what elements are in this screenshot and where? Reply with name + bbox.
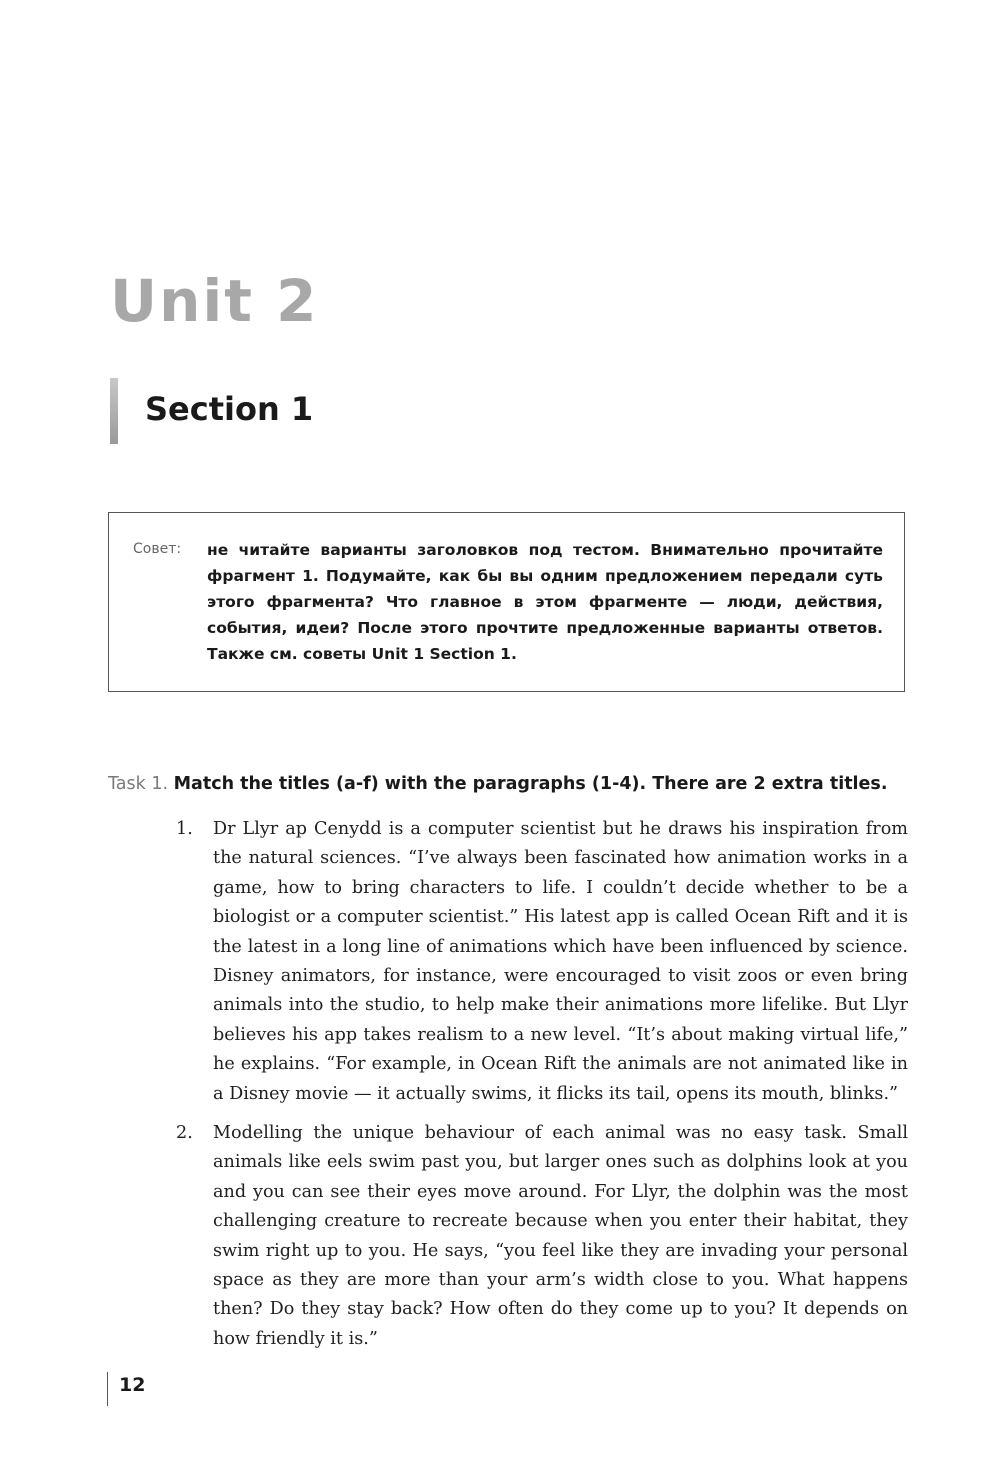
paragraph-text: Dr Llyr ap Cenydd is a computer scientist but he draws his inspiration from the natural sciences. “I’ve always been fascinated how animation works in a game, how to bring characters to life. I couldn’t decide whether to be a biologist or a computer scientist.” His latest app is called Ocean Rift and it is the latest in a long line of animations which have been influenced by science. Disney animators, for instance, were encouraged to visit zoos or even bring animals into the studio, to help make their animations more lifelike. But Llyr believes his app takes realism to a new level. “It’s about making virtual life,” he explains. “For example, in Ocean Rift the animals are not animated like in a Disney movie — it actually swims, it flicks its tail, opens its mouth, blinks.”	[213, 819, 908, 1104]
tip-box	[108, 512, 905, 692]
paragraph-number: 2.	[176, 1123, 193, 1143]
page-number: 12	[119, 1374, 146, 1396]
tip-text: не читайте варианты заголовков под тестом. Внимательно прочитайте фрагмент 1. Подумайте, как бы вы одним предложением передали суть этого фрагмента? Что главное в этом фрагменте — люди, действия, события, идеи? После этого прочтите предложенные варианты ответов. Также см. советы Unit 1 Section 1.	[207, 541, 883, 663]
page-number-rule	[107, 1372, 108, 1406]
tip-label: Совет:	[133, 541, 182, 557]
task-instruction: Match the titles (a-f) with the paragraphs (1-4). There are 2 extra titles.	[173, 774, 888, 794]
section-marker-bar	[110, 378, 118, 444]
task-label: Task 1.	[108, 774, 169, 794]
task-heading	[108, 771, 928, 797]
unit-title: Unit 2	[110, 267, 319, 335]
section-title: Section 1	[145, 390, 314, 428]
paragraph-text: Modelling the unique behaviour of each animal was no easy task. Small animals like eels swim past you, but larger ones such as dolphins look at you and you can see their eyes move around. For Llyr, the dolphin was the most challenging creature to recreate because when you enter their habitat, they swim right up to you. He says, “you feel like they are invading your personal space as they are more than your arm’s width close to you. What happens then? Do they stay back? How often do they come up to you? It depends on how friendly it is.”	[213, 1123, 908, 1349]
paragraph-number: 1.	[176, 819, 193, 839]
